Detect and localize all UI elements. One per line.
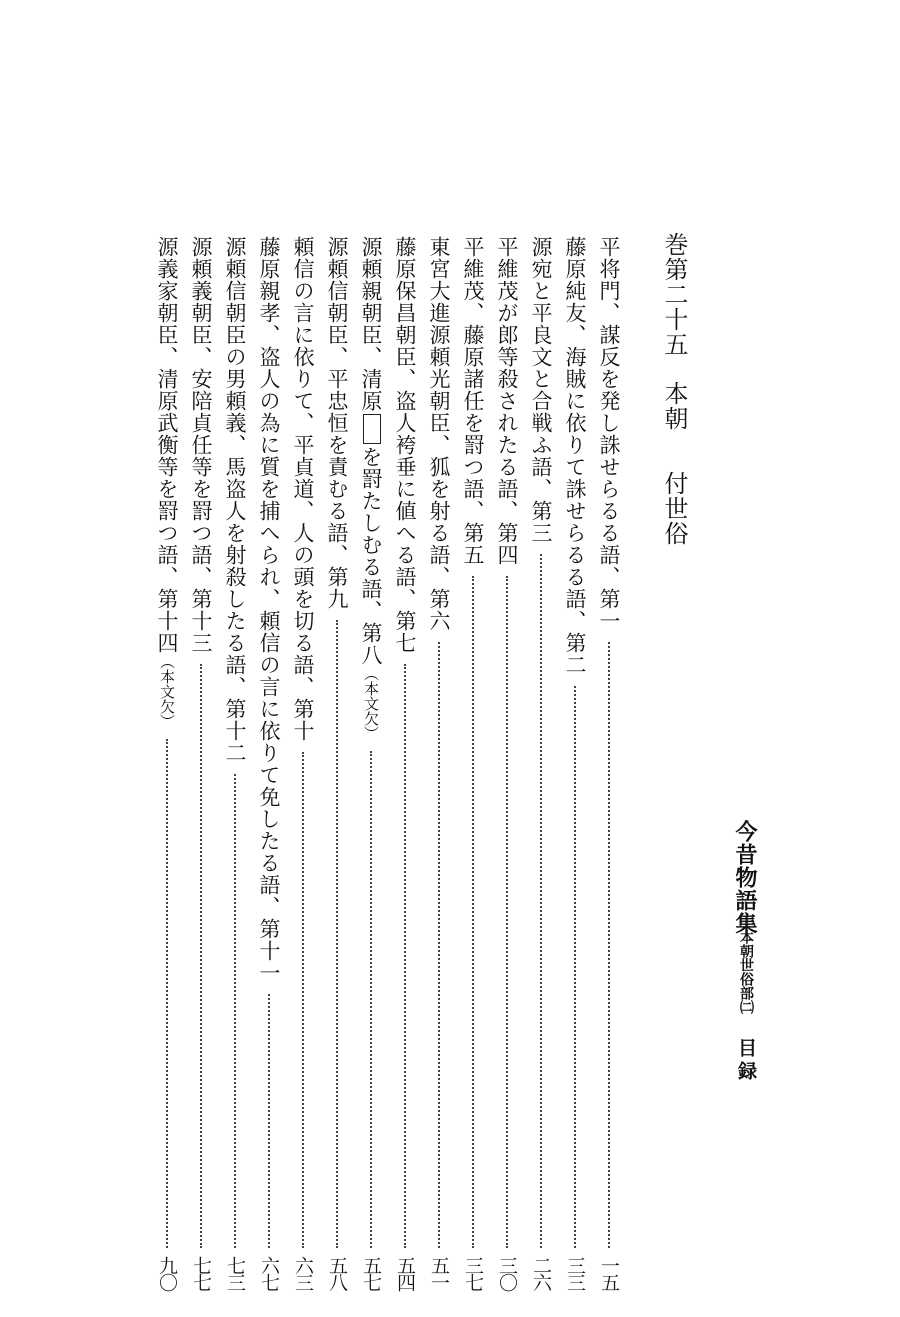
- entry-title: 頼信の言に依りて、平貞道、人の頭を切る語、第十: [291, 236, 315, 742]
- leader-dots: [506, 576, 508, 1248]
- entry-page: 五一: [428, 1256, 450, 1290]
- toc-entry[interactable]: [563, 236, 587, 1296]
- entry-page: 五七: [360, 1256, 382, 1290]
- entry-page: 九〇: [156, 1256, 178, 1290]
- entry-title: 藤原保昌朝臣、盗人袴垂に値へる語、第七: [393, 236, 417, 654]
- leader-dots: [200, 664, 202, 1248]
- toc-entry[interactable]: [291, 236, 315, 1296]
- leader-dots: [336, 620, 338, 1248]
- leader-dots: [574, 686, 576, 1248]
- toc-entry[interactable]: [189, 236, 213, 1296]
- leader-dots: [540, 554, 542, 1248]
- blank-box: [363, 414, 381, 444]
- entry-title: 藤原親孝、盗人の為に質を捕へられ、頼信の言に依りて免したる語、第十一: [257, 236, 281, 984]
- book-subtitle: 本朝世俗部㈡: [738, 930, 754, 1014]
- toc-entry[interactable]: [223, 236, 247, 1296]
- leader-dots: [302, 752, 304, 1248]
- leader-dots: [472, 576, 474, 1248]
- leader-dots: [608, 642, 610, 1248]
- leader-dots: [370, 751, 372, 1248]
- entry-page: 六七: [258, 1256, 280, 1290]
- entry-title: 源宛と平良文と合戦ふ語、第三: [529, 236, 553, 544]
- leader-dots: [404, 664, 406, 1248]
- toc-entry[interactable]: [359, 236, 383, 1296]
- entry-title: 平維茂が郎等殺されたる語、第四: [495, 236, 519, 566]
- entry-page: 二六: [530, 1256, 552, 1290]
- entry-title: 東宮大進源頼光朝臣、狐を射る語、第六: [427, 236, 451, 632]
- volume-heading: [662, 232, 686, 546]
- entry-title: 平維茂、藤原諸任を罸つ語、第五: [461, 236, 485, 566]
- leader-dots: [268, 994, 270, 1248]
- contents-label: 目録: [735, 1038, 757, 1084]
- leader-dots: [234, 774, 236, 1248]
- entry-title: 源頼親朝臣、清原を罸たしむる語、第八（本文欠）: [359, 236, 383, 741]
- entry-title: 藤原純友、海賊に依りて誅せらるる語、第二: [563, 236, 587, 676]
- toc-entry[interactable]: [529, 236, 553, 1296]
- leader-dots: [166, 739, 168, 1248]
- entry-page: 三〇: [496, 1256, 518, 1290]
- entry-title: 源義家朝臣、清原武衡等を罸つ語、第十四（本文欠）: [155, 236, 179, 729]
- toc-entry[interactable]: [427, 236, 451, 1296]
- entry-page: 一五: [598, 1256, 620, 1290]
- leader-dots: [438, 642, 440, 1248]
- entry-note: （本文欠）: [158, 654, 176, 729]
- toc-entry[interactable]: [495, 236, 519, 1296]
- volume-section: 本朝: [660, 381, 688, 431]
- entry-page: 五八: [326, 1256, 348, 1290]
- toc-entry[interactable]: [597, 236, 621, 1296]
- entry-page: 七三: [224, 1256, 246, 1290]
- entry-page: 三七: [462, 1256, 484, 1290]
- entry-page: 六三: [292, 1256, 314, 1290]
- entry-page: 三三: [564, 1256, 586, 1290]
- entry-note: （本文欠）: [362, 666, 380, 741]
- volume-number: 巻第二十五: [660, 232, 688, 357]
- entry-page: 七七: [190, 1256, 212, 1290]
- book-title: 今昔物語集: [732, 820, 758, 935]
- entry-title: 平将門、謀反を発し誅せらるる語、第一: [597, 236, 621, 632]
- toc-entry[interactable]: [257, 236, 281, 1296]
- entry-title: 源頼信朝臣の男頼義、馬盗人を射殺したる語、第十二: [223, 236, 247, 764]
- toc-entry[interactable]: [155, 236, 179, 1296]
- entry-page: 五四: [394, 1256, 416, 1290]
- toc-entry[interactable]: [461, 236, 485, 1296]
- entry-title: 源頼義朝臣、安陪貞任等を罸つ語、第十三: [189, 236, 213, 654]
- entry-title: 源頼信朝臣、平忠恒を責むる語、第九: [325, 236, 349, 610]
- toc-entry[interactable]: [325, 236, 349, 1296]
- volume-category: 付世俗: [660, 471, 688, 546]
- toc-entry[interactable]: [393, 236, 417, 1296]
